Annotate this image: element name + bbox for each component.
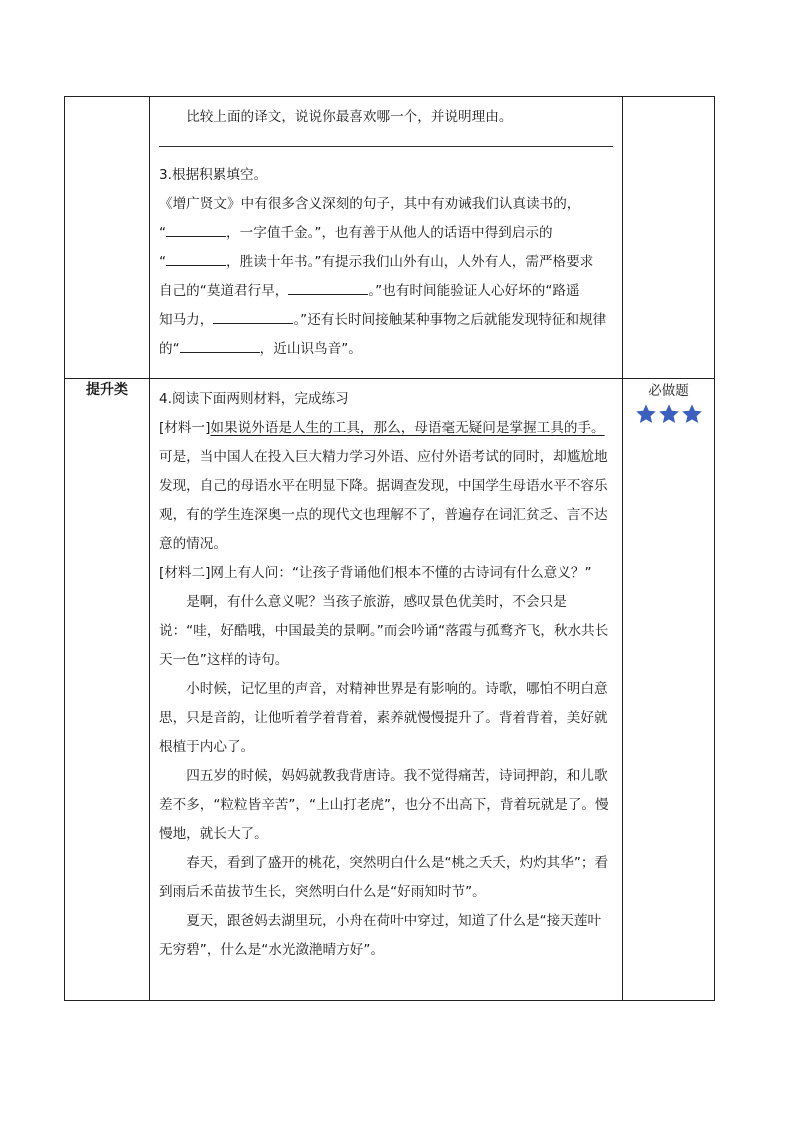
question-cell [150,97,623,379]
question-3-line-1: 《增广贤文》中有很多含义深刻的句子，其中有劝诫我们认真读书的， [159,196,581,212]
fill-blank-4[interactable] [213,308,293,324]
question-3-line-4: 自己的“莫道君行早， 。”也有时间能验证人心好坏的“路遥 [159,277,613,306]
fill-blank-2[interactable] [166,250,226,266]
question-3-line-6: 的“ ，近山识鸟音”。 [159,335,613,364]
compare-instruction: 比较上面的译文，说说你最喜欢哪一个，并说明理由。 [186,109,513,125]
table-row [65,379,715,1001]
star-icon [658,403,680,425]
question-3-line-2: “ ，一字值千金。”，也有善于从他人的话语中得到启示的 [159,219,613,248]
paragraph: 夏天，跟爸妈去湖里玩，小舟在荷叶中穿过，知道了什么是“接天莲叶无穷碧”，什么是“水光潋滟晴方好”。 [159,913,602,958]
difficulty-stars [623,403,714,425]
table-row [65,97,715,379]
material-1: [材料一]如果说外语是人生的工具，那么，母语毫无疑问是掌握工具的手。可是，当中国人在投入巨大精力学习外语、应付外语考试的同时，却尴尬地发现，自己的母语水平在明显下降。据调查发现，中国学生母语水平不容乐观，有的学生连深奥一点的现代文也理解不了，普遍存在词汇贫乏、言不达意的情况。 [159,420,608,552]
material-2-line: [材料二]网上有人问：“让孩子背诵他们根本不懂的古诗词有什么意义？” [159,565,592,581]
question-cell [150,379,623,1001]
level-label: 必做题 [648,383,689,399]
paragraph: 是啊，有什么意义呢？当孩子旅游，感叹景色优美时，不会只是说：“哇，好酷哦，中国最美的景啊。”而会吟诵“落霞与孤鹜齐飞，秋水共长天一色”这样的诗句。 [159,594,609,668]
question-3-line-3: “ ，胜读十年书。”有提示我们山外有山，人外有人，需严格要求 [159,248,613,277]
paragraph: 四五岁的时候，妈妈就教我背唐诗。我不觉得痛苦，诗词押韵，和儿歌差不多，“粒粒皆辛苦”，“上山打老虎”，也分不出高下，背着玩就是了。慢慢地，就长大了。 [159,768,609,842]
answer-line [159,132,613,147]
worksheet-table [64,96,715,1001]
fill-blank-3[interactable] [288,279,368,295]
star-icon [635,403,657,425]
question-4-title: 4.阅读下面两则材料，完成练习 [159,391,349,407]
paragraph: 小时候，记忆里的声音，对精神世界是有影响的。诗歌，哪怕不明白意思，只是音韵，让他听着学着背着，素养就慢慢提升了。背着背着，美好就根植于内心了。 [159,681,608,755]
material-1-underlined: 如果说外语是人生的工具，那么，母语毫无疑问是掌握工具的手。 [210,420,605,436]
category-label: 提升类 [65,379,150,1001]
fill-blank-5[interactable] [180,337,260,353]
question-3-title: 3.根据积累填空。 [159,167,268,183]
level-cell [623,379,715,1001]
question-3-line-5: 知马力， 。”还有长时间接触某种事物之后就能发现特征和规律 [159,306,613,335]
star-icon [681,403,703,425]
paragraph: 春天，看到了盛开的桃花，突然明白什么是“桃之夭夭，灼灼其华”；看到雨后禾苗拔节生长，突然明白什么是“好雨知时节”。 [159,855,609,900]
category-cell-empty [65,97,150,379]
fill-blank-1[interactable] [166,221,226,237]
level-cell-empty [623,97,715,379]
